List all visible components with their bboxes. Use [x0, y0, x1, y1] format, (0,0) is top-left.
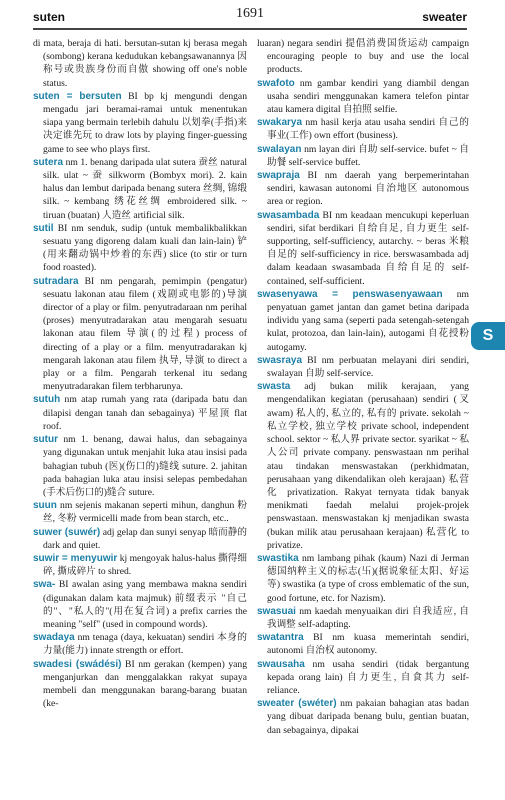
entry-definition: BI nm daerah yang berpemerintahan sendiri, kawasan autonomi 自治地区 autonomous area or region.	[267, 170, 469, 208]
entry-headword: swastika	[257, 552, 299, 564]
entry-headword: swatantra	[257, 632, 304, 644]
right-guide-word: sweater	[422, 10, 467, 24]
entry-definition: nm sejenis makanan seperti mihun, danghun 粉丝, 冬粉 vermicelli made from bean starch, etc..	[43, 500, 247, 525]
left-guide-word: suten	[33, 10, 66, 24]
entry-definition: nm usaha sendiri (tidak bergantung kepada orang lain) 自力更生, 自食其力 self-reliance.	[267, 658, 469, 696]
dictionary-entry	[33, 433, 247, 499]
dictionary-entry	[33, 658, 247, 711]
entry-definition: adj gelap dan sunyi senyap 暗而静的 dark and quiet.	[43, 526, 247, 551]
entry-headword: swadesi (swádési)	[33, 658, 122, 670]
entry-definition: nm penyatuan gamet jantan dan gamet betina daripada individu yang sama (seperti pada setengah-setengah kulat, protozoa, dan lain-lain), autogami 自花授粉 autogamy.	[267, 288, 469, 353]
entry-definition: nm lambang pihak (kaum) Nazi di Jerman 德国纳粹主义的标志(卐)(据说象征太阳、好运等) swastika (a type of cross emblematic of the sun, good fortune, etc. for Nazism).	[267, 552, 469, 604]
dictionary-entry	[33, 275, 247, 394]
dictionary-entry	[257, 37, 469, 77]
dictionary-entry	[257, 552, 469, 605]
entry-definition: nm pakaian bahagian atas badan yang dibuat daripada benang bulu, gentian buatan, dan sebagainya, dipakai	[267, 698, 469, 736]
entry-headword: swakarya	[257, 117, 303, 129]
entry-headword: sutera	[33, 156, 64, 168]
dictionary-entry	[257, 631, 469, 657]
entry-definition: kj mengoyak halus-halus 撕得细碎, 撕成碎片 to shred.	[43, 552, 247, 578]
dictionary-entry	[33, 526, 247, 552]
dictionary-entry	[33, 552, 247, 578]
entry-headword: swapraja	[257, 170, 300, 182]
entry-headword: sutuh	[33, 394, 61, 406]
dictionary-entry	[33, 499, 247, 525]
dictionary-entry	[33, 631, 247, 657]
dictionary-entry	[257, 605, 469, 631]
entry-definition: BI nm perbuatan melayani diri sendiri, swalayan 自助 self-service.	[267, 354, 469, 380]
entry-headword: swasraya	[257, 354, 303, 366]
right-column	[257, 37, 469, 792]
entry-headword: sweater (swéter)	[257, 698, 337, 710]
entry-definition: BI bp kj mengundi dengan mengadu jari beramai-ramai untuk menentukan siapa yang bermain terlebih dahulu 以划拳(手指)来决定谁先玩 to draw lots by playing finger-guessing game to see who plays first.	[43, 90, 247, 155]
entry-definition: luaran) negara sendiri 提倡消费国货运动 campaign encouraging people to buy and use the local products.	[257, 38, 469, 76]
entry-headword: swasta	[257, 381, 291, 393]
entry-definition: nm layan diri 自助 self-service. bufet ~ 自助餐 self-service buffet.	[267, 143, 469, 168]
entry-definition: nm kaedah menyuaikan diri 自我适应, 自我调整 self-adapting.	[267, 605, 469, 630]
dictionary-entry	[257, 658, 469, 698]
entry-definition: BI nm kuasa memerintah sendiri, autonomi 自治权 autonomy.	[267, 632, 469, 657]
entry-headword: sutradara	[33, 275, 79, 287]
entry-definition: nm gambar kendiri yang diambil dengan usaha sendiri menggunakan kamera telefon pintar atau kamera digital 自拍照 selfie.	[267, 77, 469, 116]
entry-headword: suwir = menyuwir	[33, 552, 118, 564]
dictionary-entry	[257, 697, 469, 737]
entry-headword: swalayan	[257, 143, 302, 155]
entry-definition: BI nm gerakan (kempen) yang menganjurkan dan menggalakkan rakyat supaya membeli dan menggunakan barang-barang buatan (ke-	[43, 658, 247, 710]
entry-headword: swasambada	[257, 209, 320, 221]
entry-headword: suwer (suwér)	[33, 526, 101, 538]
entry-headword: swasenyawa = penswasenyawaan	[257, 288, 443, 300]
left-column	[33, 37, 247, 792]
dictionary-entry	[33, 393, 247, 433]
entry-definition: adj bukan milik kerajaan, yang mengendalikan kegiatan (perusahaan) sendiri (叉awam) 私人的, 私立的, 私有的 private. sekolah ~ 私立学校, 独立学校 private school, independent school. sektor ~ 私人界 private sector. syarikat ~ 私人公司 private company. penswastaan nm perihal atau tindakan menswastakan (perkhidmatan, perusahaan yang dikendalikan oleh kerajaan) 私营化 privatization. Rakyat ternyata tidak banyak menikmati faedah melalui projek-projek penswastaan. menswastakan kj menjadikan swasta (bukan milik atau perusahaan kerajaan) 私营化 to privatize.	[267, 381, 469, 551]
dictionary-entry	[257, 209, 469, 288]
dictionary-entry	[257, 116, 469, 142]
letter-thumb-tab[interactable]: S	[471, 322, 505, 350]
dictionary-entry	[257, 288, 469, 354]
entry-definition: nm tenaga (daya, kekuatan) sendiri 本身的力量(能力) innate strength or effort.	[43, 632, 247, 657]
entry-headword: swadaya	[33, 632, 75, 644]
entry-definition: BI awalan asing yang membawa makna sendiri (digunakan dalam kata majmuk) 前缀表示 "自己的"、"私人的"(用在复合词) a prefix carries the meaning "self" (used in compound words).	[43, 579, 247, 630]
entry-headword: sutil	[33, 222, 54, 234]
dictionary-entry	[33, 222, 247, 275]
dictionary-entry	[33, 90, 247, 156]
entry-headword: swasuai	[257, 605, 296, 617]
dictionary-entry	[33, 578, 247, 631]
entry-definition: di mata, beraja di hati. bersutan-sutan kj berasa megah (sombong) kerana kedudukan kebangsawanannya 因称号或贵族身份而自傲 showing off one's noble status.	[33, 38, 247, 89]
page-number: 1691	[236, 6, 264, 21]
entry-definition: nm atap rumah yang rata (daripada batu dan dilapisi dengan tanah dan sebagainya) 平屋顶 flat roof.	[43, 394, 247, 432]
dictionary-entry	[257, 354, 469, 380]
dictionary-entry	[257, 169, 469, 209]
entry-headword: swa-	[33, 579, 56, 591]
dictionary-entry	[257, 143, 469, 169]
entry-headword: sutur	[33, 434, 58, 446]
entry-definition: nm 1. benang daripada ulat sutera 蚕丝 natural silk. ulat ~ 蚕 silkworm (Bombyx mori). 2. kain halus dan lembut daripada benang sutera 丝绸, 锦缎 silk. ~ kembang 绣花丝绸 embroidered silk. ~ tiruan (buatan) 人造丝 artificial silk.	[43, 156, 247, 221]
entry-headword: suun	[33, 500, 57, 512]
header-rule	[33, 28, 467, 30]
entry-headword: swausaha	[257, 658, 305, 670]
entry-definition: nm 1. benang, dawai halus, dan sebagainya yang digunakan untuk menjahit luka atau insisi pada bahagian tubuh (医)(伤口的)缝线 suture. 2. jahitan pada bahagian luka atau insisi selepas pembedahan (手术后伤口的)缝合 suture.	[43, 434, 247, 498]
entry-definition: BI nm pengarah, pemimpin (pengatur) sesuatu lakonan atau filem (戏剧或电影的)导演 director of a play or film. penyutradaraan nm perihal (proses) menyutradarakan atau mengarah sesuatu lakonan atau filem 导演(的过程) process of directing of a play or a film. menyutradarakan kj mengarah lakonan atau filem 执导, 导演 to direct a play or a film. Pengarah terkenal itu sedang menyutradarakan filem terbharunya.	[43, 275, 247, 393]
entry-definition: BI nm keadaan mencukupi keperluan sendiri, sifat berdikari 自给自足, 自力更生 self-supporting, self-sufficiency, autarchy. ~ beras 米粮自足的 self-sufficiency in rice. berswasambada adj dalam keadaan swasambada 自给自足的 self-contained, self-sufficient.	[267, 209, 469, 287]
entry-headword: swafoto	[257, 77, 295, 89]
entry-definition: BI nm senduk, sudip (untuk membalikbalikkan sesuatu yang digoreng dalam kuali dan lain-lain) 铲(用来翻动锅中炒着的东西) slice (to stir or turn food roasted).	[43, 222, 247, 274]
entry-headword: suten = bersuten	[33, 90, 122, 102]
entry-definition: nm hasil kerja atau usaha sendiri 自己的事业(工作) own effort (business).	[267, 117, 469, 142]
dictionary-entry	[33, 37, 247, 90]
dictionary-entry	[257, 380, 469, 552]
dictionary-entry	[33, 156, 247, 222]
dictionary-entry	[257, 77, 469, 117]
